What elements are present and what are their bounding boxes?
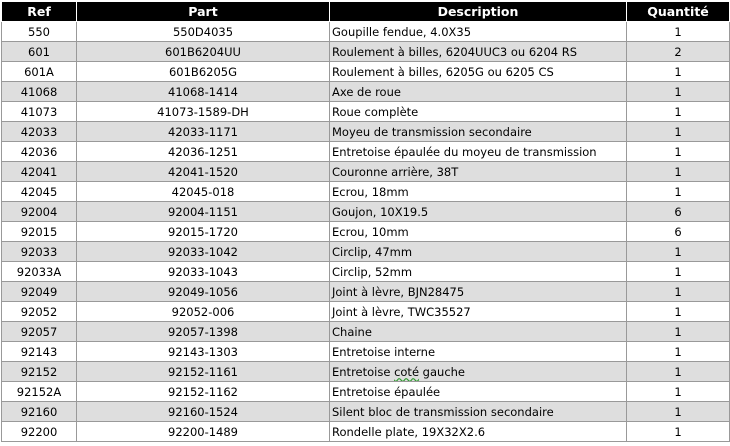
cell-part: 92033-1042 (77, 242, 330, 262)
cell-description: Couronne arrière, 38T (330, 162, 627, 182)
cell-quantity: 1 (627, 402, 730, 422)
cell-part: 92143-1303 (77, 342, 330, 362)
cell-quantity: 1 (627, 122, 730, 142)
cell-quantity: 1 (627, 262, 730, 282)
cell-description: Silent bloc de transmission secondaire (330, 402, 627, 422)
cell-quantity: 2 (627, 42, 730, 62)
cell-description: Ecrou, 18mm (330, 182, 627, 202)
cell-part: 92052-006 (77, 302, 330, 322)
cell-description: Goujon, 10X19.5 (330, 202, 627, 222)
cell-quantity: 1 (627, 302, 730, 322)
cell-part: 42045-018 (77, 182, 330, 202)
cell-quantity: 6 (627, 222, 730, 242)
column-header-ref: Ref (2, 2, 77, 22)
cell-description: Joint à lèvre, TWC35527 (330, 302, 627, 322)
cell-part: 92152-1162 (77, 382, 330, 402)
column-header-description: Description (330, 2, 627, 22)
cell-quantity: 1 (627, 142, 730, 162)
cell-description: Roulement à billes, 6205G ou 6205 CS (330, 62, 627, 82)
cell-ref: 601A (2, 62, 77, 82)
table-row (2, 382, 730, 402)
cell-description: Ecrou, 10mm (330, 222, 627, 242)
cell-description: Axe de roue (330, 82, 627, 102)
cell-part: 92049-1056 (77, 282, 330, 302)
cell-part: 41073-1589-DH (77, 102, 330, 122)
table-row (2, 162, 730, 182)
table-row (2, 422, 730, 442)
cell-ref: 92015 (2, 222, 77, 242)
column-header-part: Part (77, 2, 330, 22)
cell-quantity: 1 (627, 22, 730, 42)
cell-quantity: 1 (627, 82, 730, 102)
table-row (2, 182, 730, 202)
cell-description: Circlip, 52mm (330, 262, 627, 282)
cell-ref: 42036 (2, 142, 77, 162)
table-row (2, 302, 730, 322)
cell-part: 601B6205G (77, 62, 330, 82)
cell-ref: 92033 (2, 242, 77, 262)
table-row (2, 262, 730, 282)
cell-description: Entretoise interne (330, 342, 627, 362)
cell-ref: 41073 (2, 102, 77, 122)
table-row (2, 102, 730, 122)
header-row (2, 2, 730, 22)
cell-quantity: 1 (627, 242, 730, 262)
cell-part: 42036-1251 (77, 142, 330, 162)
cell-description: Entretoise coté gauche (330, 362, 627, 382)
cell-description: Joint à lèvre, BJN28475 (330, 282, 627, 302)
table-row (2, 242, 730, 262)
cell-ref: 92152A (2, 382, 77, 402)
cell-ref: 42041 (2, 162, 77, 182)
cell-quantity: 1 (627, 422, 730, 442)
table-row (2, 82, 730, 102)
cell-ref: 92160 (2, 402, 77, 422)
cell-ref: 92152 (2, 362, 77, 382)
cell-ref: 601 (2, 42, 77, 62)
table-row (2, 282, 730, 302)
cell-part: 92004-1151 (77, 202, 330, 222)
cell-part: 92057-1398 (77, 322, 330, 342)
cell-quantity: 1 (627, 342, 730, 362)
cell-part: 42033-1171 (77, 122, 330, 142)
cell-description: Roulement à billes, 6204UUC3 ou 6204 RS (330, 42, 627, 62)
cell-ref: 41068 (2, 82, 77, 102)
cell-ref: 92033A (2, 262, 77, 282)
cell-quantity: 1 (627, 282, 730, 302)
cell-part: 92015-1720 (77, 222, 330, 242)
cell-part: 92152-1161 (77, 362, 330, 382)
table-row (2, 122, 730, 142)
cell-quantity: 1 (627, 182, 730, 202)
table-row (2, 42, 730, 62)
cell-ref: 42045 (2, 182, 77, 202)
table-row (2, 142, 730, 162)
cell-ref: 92049 (2, 282, 77, 302)
table-row (2, 362, 730, 382)
cell-description: Entretoise épaulée (330, 382, 627, 402)
parts-table (1, 1, 730, 442)
cell-description: Entretoise épaulée du moyeu de transmission (330, 142, 627, 162)
cell-description: Rondelle plate, 19X32X2.6 (330, 422, 627, 442)
table-row (2, 22, 730, 42)
cell-ref: 92143 (2, 342, 77, 362)
table-row (2, 322, 730, 342)
cell-quantity: 1 (627, 382, 730, 402)
table-body (2, 22, 730, 442)
cell-description: Roue complète (330, 102, 627, 122)
cell-ref: 92057 (2, 322, 77, 342)
cell-part: 92200-1489 (77, 422, 330, 442)
cell-quantity: 1 (627, 162, 730, 182)
cell-quantity: 1 (627, 62, 730, 82)
cell-quantity: 1 (627, 362, 730, 382)
cell-part: 601B6204UU (77, 42, 330, 62)
table-row (2, 402, 730, 422)
table-row (2, 202, 730, 222)
cell-quantity: 6 (627, 202, 730, 222)
cell-description: Chaine (330, 322, 627, 342)
table-row (2, 342, 730, 362)
cell-part: 92160-1524 (77, 402, 330, 422)
cell-description: Goupille fendue, 4.0X35 (330, 22, 627, 42)
spellcheck-word: coté (394, 364, 420, 379)
cell-quantity: 1 (627, 102, 730, 122)
cell-quantity: 1 (627, 322, 730, 342)
table-row (2, 222, 730, 242)
cell-description: Circlip, 47mm (330, 242, 627, 262)
cell-ref: 550 (2, 22, 77, 42)
cell-ref: 92052 (2, 302, 77, 322)
cell-part: 550D4035 (77, 22, 330, 42)
cell-ref: 92004 (2, 202, 77, 222)
cell-ref: 42033 (2, 122, 77, 142)
cell-part: 41068-1414 (77, 82, 330, 102)
cell-ref: 92200 (2, 422, 77, 442)
table-row (2, 62, 730, 82)
cell-part: 42041-1520 (77, 162, 330, 182)
cell-part: 92033-1043 (77, 262, 330, 282)
column-header-quantity: Quantité (627, 2, 730, 22)
cell-description: Moyeu de transmission secondaire (330, 122, 627, 142)
